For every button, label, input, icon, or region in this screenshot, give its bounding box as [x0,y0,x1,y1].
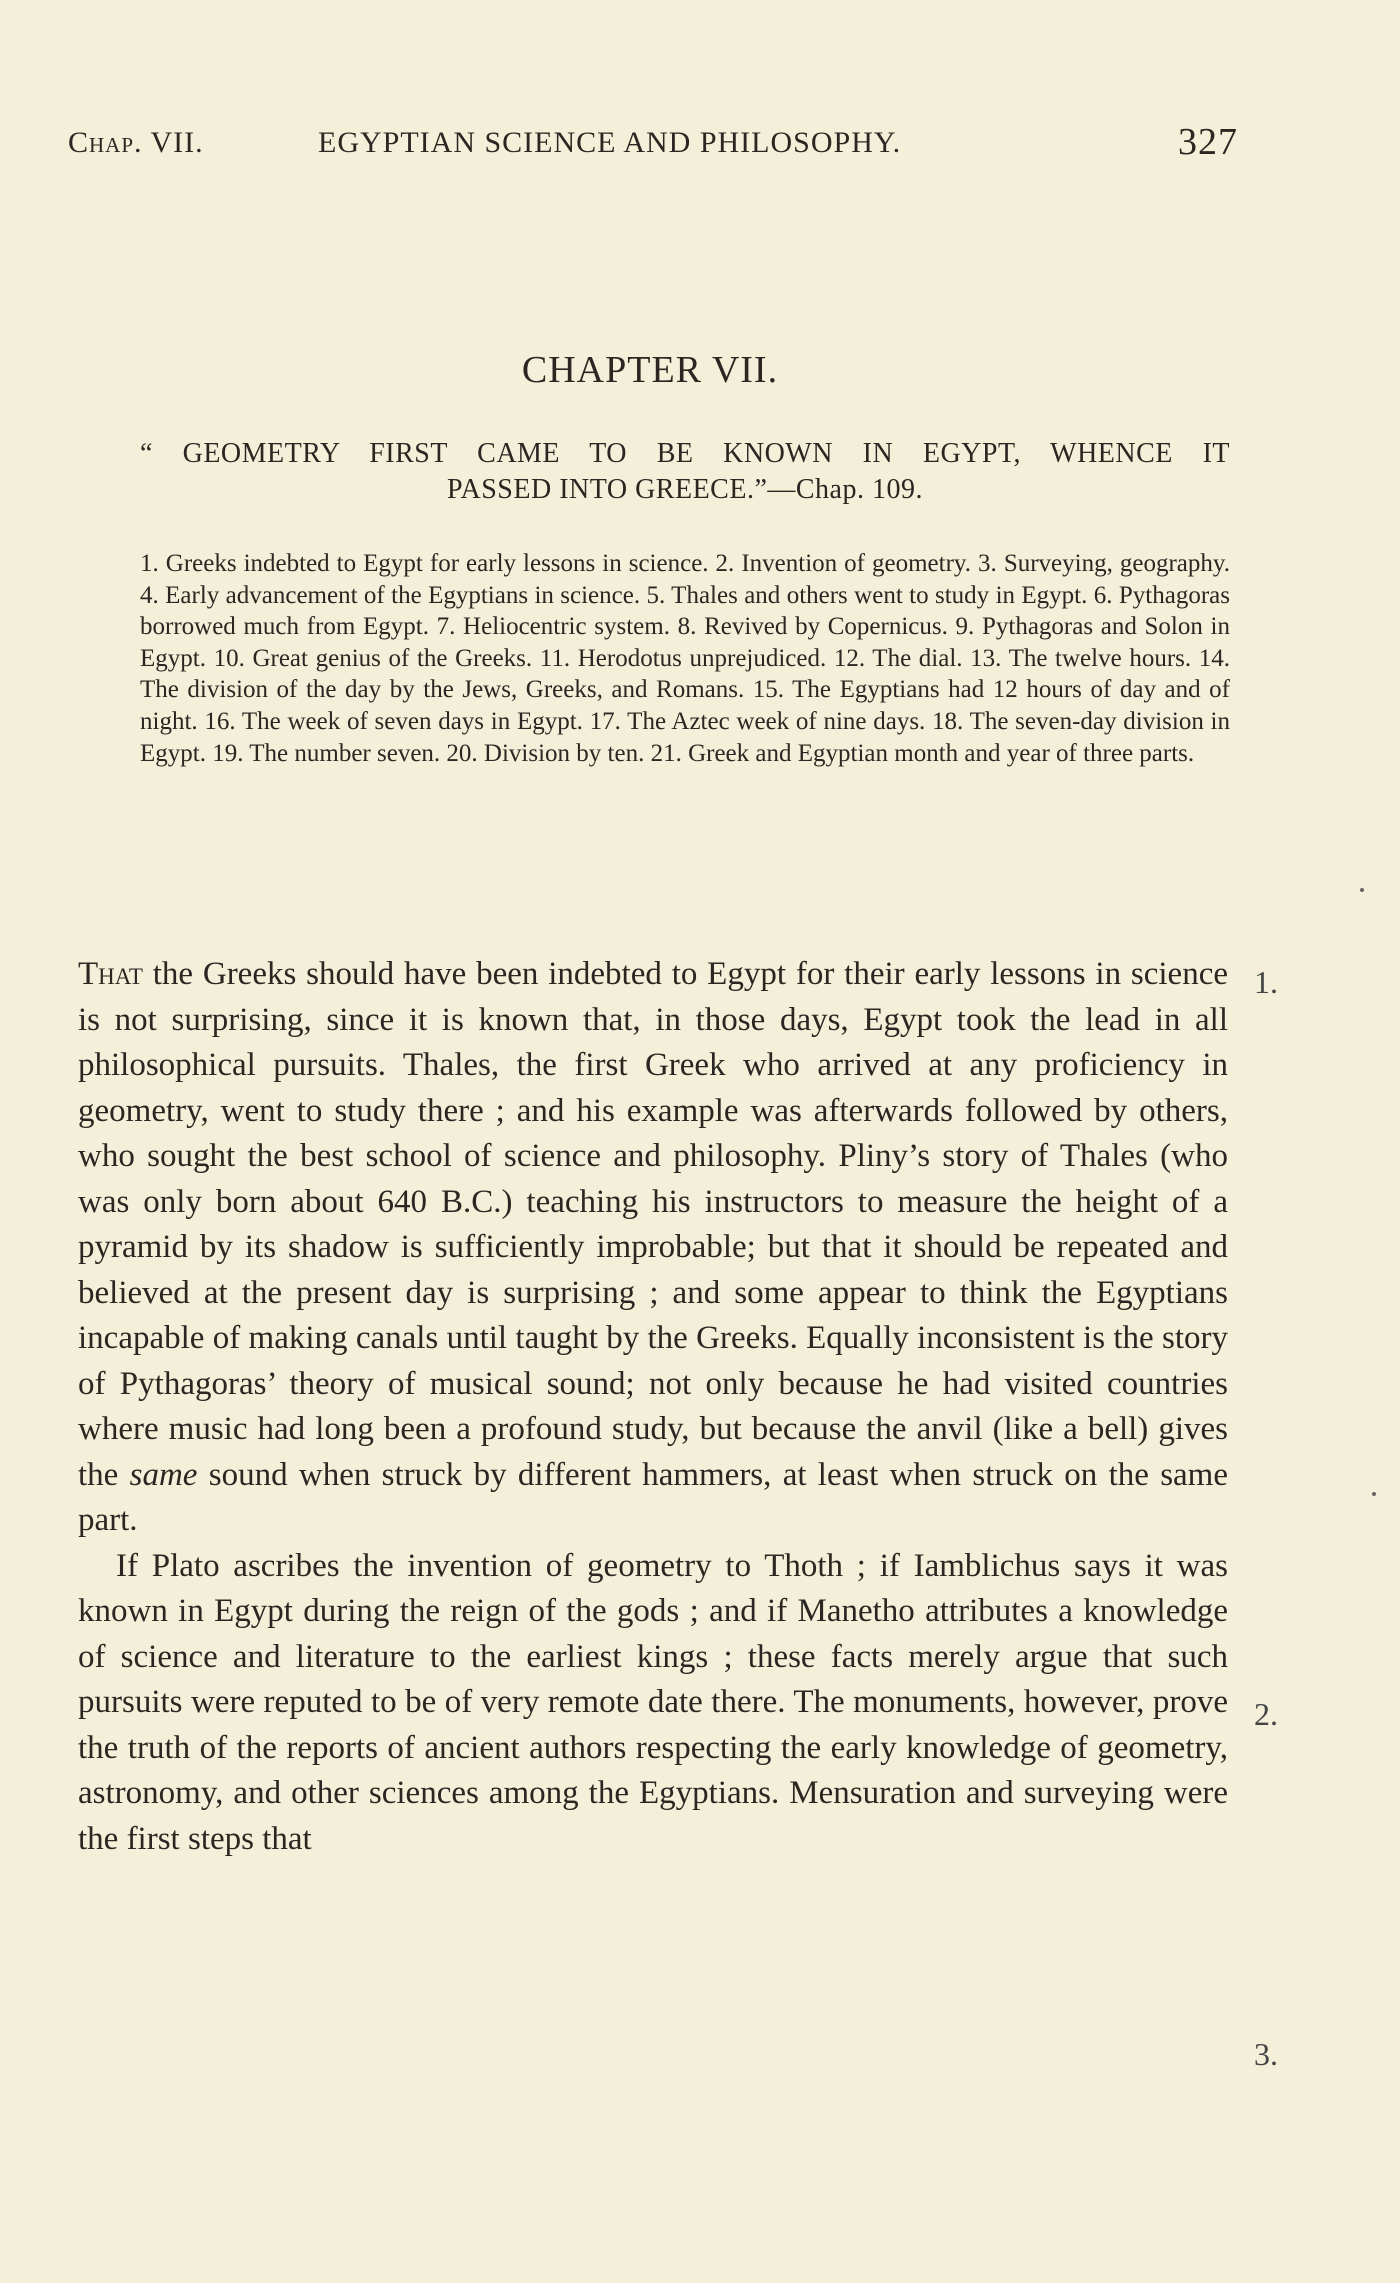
paragraph-1-part-c: sound when struck by different hammers, at least when struck on the same part. [78,1456,1229,1538]
paragraph-1-lead: That [78,956,143,992]
paragraph-1 [78,952,1228,1544]
epigraph-line-1: “ GEOMETRY FIRST CAME TO BE KNOWN IN EGYPT, WHENCE IT [140,438,1230,469]
paragraph-1-part-a: the Greeks should have been indebted to Egypt for their early lessons in science is not surprising, since it is known that, in those days, Egypt took the lead in all philosophical pursuits. Thales, the first Greek who arrived at any proficiency in geometry, went to study there ; and his example was afterwards followed by others, who sought the best school of science and philosophy. Pliny’s story of Thales (who was only born about 640 [78,956,1228,1220]
page-speck [1360,888,1364,892]
running-head-chapter: Chap. VII. [68,126,204,159]
margin-number-3: 3. [1254,2036,1278,2072]
era-abbreviation: B.C. [440,1183,502,1220]
margin-number-2: 2. [1254,1696,1278,1732]
running-head [68,121,1238,166]
running-head-title: EGYPTIAN SCIENCE AND PHILOSOPHY. [318,126,902,159]
epigraph [140,436,1230,508]
chapter-summary: 1. Greeks indebted to Egypt for early lessons in science. 2. Invention of geometry. 3. Surveying, geography. 4. Early advancement of the Egyptians in science. 5. Thales and others went to study in Egypt. 6. Pythagoras borrowed much from Egypt. 7. Heliocentric system. 8. Revived by Copernicus. 9. Pythagoras and Solon in Egypt. 10. Great genius of the Greeks. 11. Herodotus unprejudiced. 12. The dial. 13. The twelve hours. 14. The division of the day by the Jews, Greeks, and Romans. 15. The Egyptians had 12 hours of day and of night. 16. The week of seven days in Egypt. 17. The Aztec week of nine days. 18. The seven-day division in Egypt. 19. The number seven. 20. Division by ten. 21. Greek and Egyptian month and year of three parts. [140,550,1230,767]
epigraph-line-2: PASSED INTO GREECE.”—Chap. 109. [447,474,923,505]
chapter-title: CHAPTER VII. [521,349,779,391]
margin-number-1: 1. [1254,964,1278,1000]
paragraph-2: If Plato ascribes the invention of geometry to Thoth ; if Iamblichus says it was known in Egypt during the reign of the gods ; and if Manetho attributes a knowledge of science and literature to the earliest kings ; these facts merely argue that such pursuits were reputed to be of very remote date there. The monuments, however, prove the truth of the reports of ancient authors respecting the early knowledge of geometry, astronomy, and other sciences among the Egyptians. Mensuration and surveying were the first steps that [78,1547,1228,1857]
paragraph-1-part-b: ) teaching his instructors to measure the height of a pyramid by its shadow is sufficiently improbable; but that it should be repeated and believed at the present day is surprising ; and some appear to think the Egyptians incapable of making canals until taught by the Greeks. Equally inconsistent is the story of Pythagoras’ theory of musical sound; not only because he had visited countries where music had long been a profound study, but because the anvil (like a bell) gives the [78,1183,1228,1493]
page-number: 327 [1178,121,1238,163]
emphasis-same: same [129,1456,198,1493]
body-text [78,952,1228,1862]
page-speck [1372,1492,1376,1496]
